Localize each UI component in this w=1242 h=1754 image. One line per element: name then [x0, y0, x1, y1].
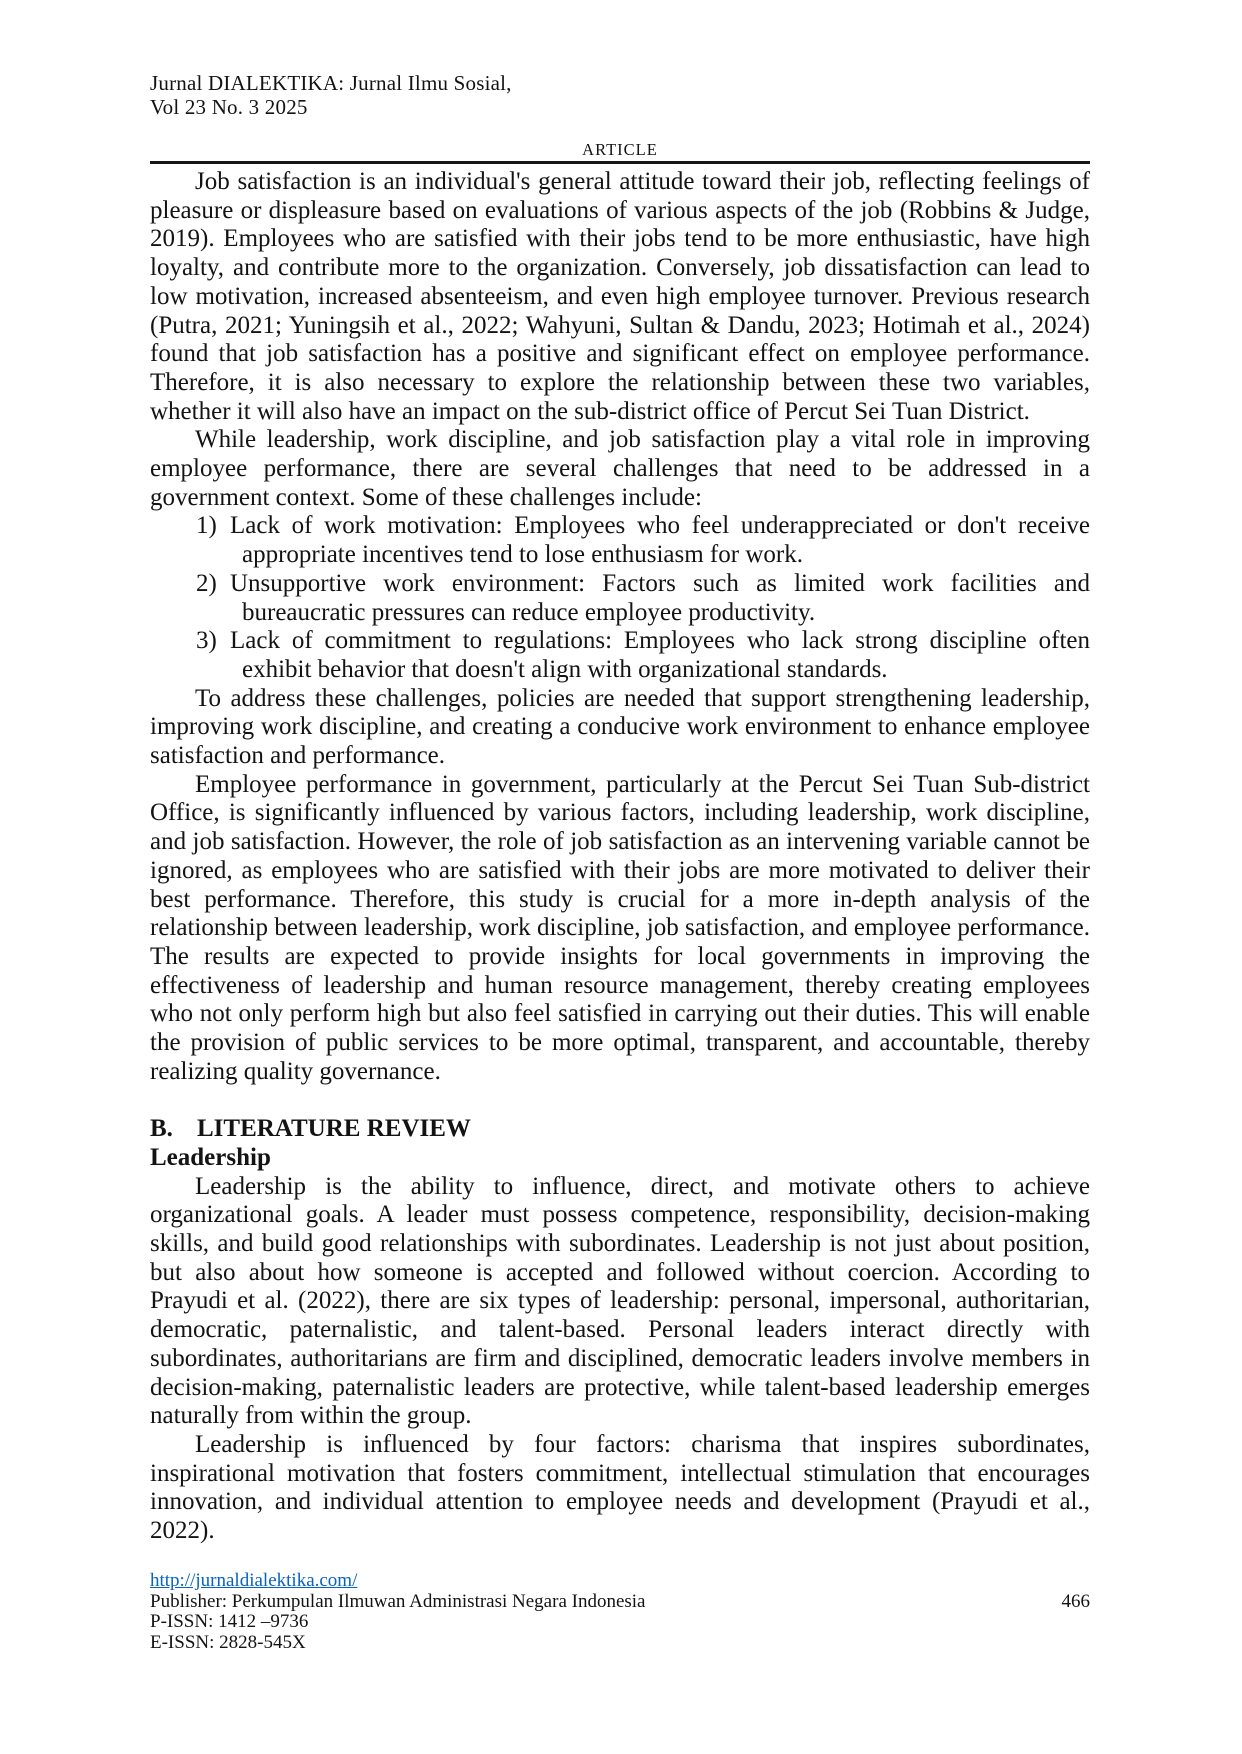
numbered-list-item: [196, 512, 1090, 569]
page-number: 466: [1061, 1590, 1090, 1612]
list-item-number: 2): [196, 569, 217, 597]
list-item-number: 3): [196, 627, 217, 655]
numbered-list-item: [196, 627, 1090, 684]
page-footer: [150, 1571, 1090, 1653]
journal-title: Jurnal DIALEKTIKA: Jurnal Ilmu Sosial,: [150, 71, 512, 95]
p-issn-text: P-ISSN: 1412 –9736: [150, 1611, 309, 1632]
publisher-text: Publisher: Perkumpulan Ilmuwan Administrasi Negara Indonesia: [150, 1590, 646, 1612]
e-issn-text: E-ISSN: 2828-545X: [150, 1631, 306, 1653]
article-type-label: ARTICLE: [582, 140, 658, 159]
journal-url-link[interactable]: http://jurnaldialektika.com/: [150, 1570, 358, 1591]
subsection-heading: Leadership: [150, 1143, 271, 1171]
section-title: LITERATURE REVIEW: [197, 1115, 471, 1143]
list-item-text: Lack of work motivation: Employees who feel underappreciated or don't receive appropriate incentives tend to lose enthusiasm for work.: [230, 512, 1090, 569]
journal-header: [150, 72, 512, 119]
body-paragraph: Job satisfaction is an individual's general attitude toward their job, reflecting feelings of pleasure or displeasure based on evaluations of various aspects of the job (Robbins & Judge, 2019). Employees who are satisfied with their jobs tend to be more enthusiastic, have high loyalty, and contribute more to the organization. Conversely, job dissatisfaction can lead to low motivation, increased absenteeism, and even high employee turnover. Previous research (Putra, 2021; Yuningsih et al., 2022; Wahyuni, Sultan & Dandu, 2023; Hotimah et al., 2024) found that job satisfaction has a positive and significant effect on employee performance. Therefore, it is also necessary to explore the relationship between these two variables, whether it will also have an impact on the sub-district office of Percut Sei Tuan District.: [150, 168, 1090, 425]
list-item-text: Lack of commitment to regulations: Employees who lack strong discipline often exhibit behavior that doesn't align with organizational standards.: [230, 627, 1090, 683]
section-letter: B.: [150, 1115, 173, 1143]
list-item-number: 1): [196, 512, 217, 540]
footer-publisher-row: [150, 1592, 1090, 1613]
body-paragraph: To address these challenges, policies are needed that support strengthening leadership, improving work discipline, and creating a conducive work environment to enhance employee satisfaction and performance.: [150, 684, 1090, 770]
article-body: [150, 168, 1090, 1546]
body-paragraph: Leadership is influenced by four factors: charisma that inspires subordinates, inspirational motivation that fosters commitment, intellectual stimulation that encourages innovation, and individual attention to employee needs and development (Prayudi et al., 2022).: [150, 1430, 1090, 1545]
list-item-text: Unsupportive work environment: Factors such as limited work facilities and bureaucratic pressures can reduce employee productivity.: [230, 569, 1090, 626]
section-heading: [150, 1115, 1090, 1144]
numbered-list-item: [196, 569, 1090, 627]
journal-volume: Vol 23 No. 3 2025: [150, 94, 308, 119]
body-paragraph: While leadership, work discipline, and job satisfaction play a vital role in improving employee performance, there are several challenges that need to be addressed in a government context. Some of these challenges include:: [150, 426, 1090, 511]
body-paragraph: Leadership is the ability to influence, direct, and motivate others to achieve organizational goals. A leader must possess competence, responsibility, decision-making skills, and build good relationships with subordinates. Leadership is not just about position, but also about how someone is accepted and followed without coercion. According to Prayudi et al. (2022), there are six types of leadership: personal, impersonal, authoritarian, democratic, paternalistic, and talent-based. Personal leaders interact directly with subordinates, authoritarians are firm and disciplined, democratic leaders involve members in decision-making, paternalistic leaders are protective, while talent-based leadership emerges naturally from within the group.: [150, 1172, 1090, 1430]
body-paragraph: Employee performance in government, particularly at the Percut Sei Tuan Sub-district Office, is significantly influenced by various factors, including leadership, work discipline, and job satisfaction. However, the role of job satisfaction as an intervening variable cannot be ignored, as employees who are satisfied with their jobs are more motivated to deliver their best performance. Therefore, this study is crucial for a more in-depth analysis of the relationship between leadership, work discipline, job satisfaction, and employee performance. The results are expected to provide insights for local governments in improving the effectiveness of leadership and human resource management, thereby creating employees who not only perform high but also feel satisfied in carrying out their duties. This will enable the provision of public services to be more optimal, transparent, and accountable, thereby realizing quality governance.: [150, 770, 1090, 1085]
header-rule: [150, 161, 1090, 164]
footer-link-row: [150, 1571, 1090, 1592]
